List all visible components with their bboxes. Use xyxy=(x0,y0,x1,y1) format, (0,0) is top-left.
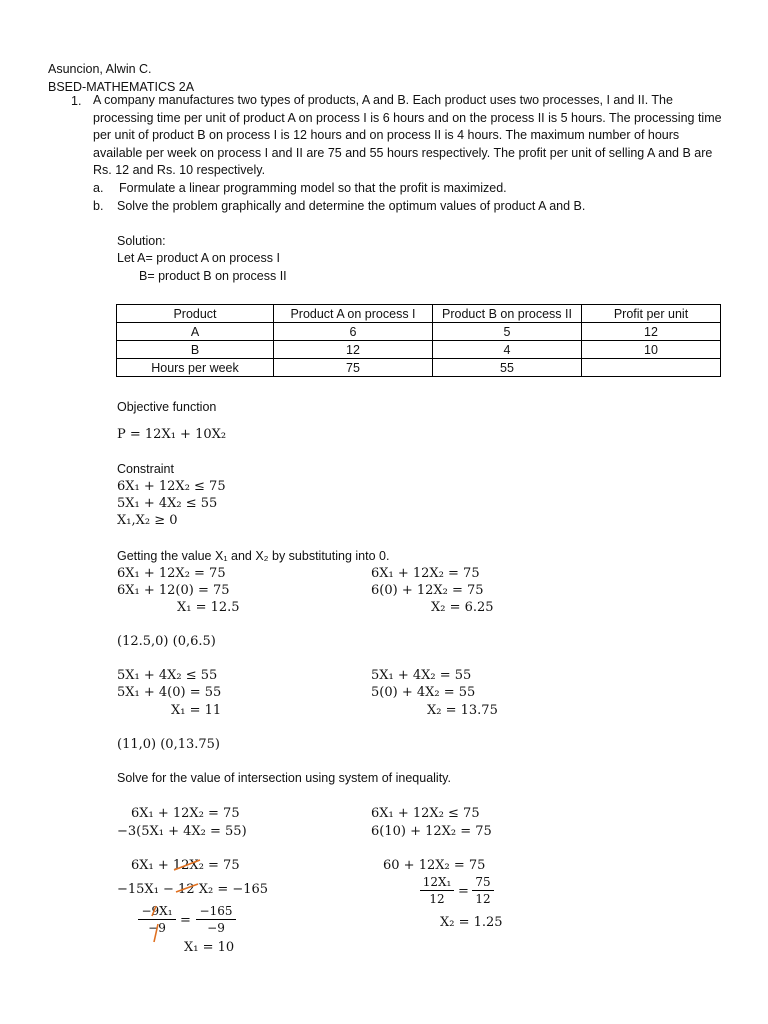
intercept-points: (12.5,0) (0,6.5) xyxy=(117,634,216,649)
equation-line: 6(10) + 12X₂ = 75 xyxy=(371,824,492,839)
constraint-line: 5X₁ + 4X₂ ≤ 55 xyxy=(117,496,218,511)
intercept-points: (11,0) (0,13.75) xyxy=(117,737,220,752)
fraction-denominator: 12 xyxy=(429,892,445,906)
table-cell: Hours per week xyxy=(117,359,274,377)
table-cell: 75 xyxy=(274,359,433,377)
fraction-numerator: −9X₁ xyxy=(141,904,173,918)
equation-line: 5(0) + 4X₂ = 55 xyxy=(371,685,476,700)
objective-heading: Objective function xyxy=(117,400,217,414)
fraction xyxy=(138,904,176,935)
table-header-cell: Product A on process I xyxy=(274,305,433,323)
fraction-numerator: 12X₁ xyxy=(422,875,452,889)
equation-result: X₂ = 13.75 xyxy=(427,703,498,718)
constraint-line: 6X₁ + 12X₂ ≤ 75 xyxy=(117,479,226,494)
table-row xyxy=(117,341,721,359)
part-b-text: Solve the problem graphically and determine the optimum values of product A and B. xyxy=(117,199,586,213)
table-header-row xyxy=(117,305,721,323)
fraction-numerator: −165 xyxy=(199,904,233,918)
table-cell: 12 xyxy=(582,323,721,341)
constraint-heading: Constraint xyxy=(117,462,174,476)
fraction-bar xyxy=(138,919,176,920)
problem-text: A company manufactures two types of products, A and B. Each product uses two processes, I and II. The processing time per unit of product A on process I is 6 hours and on the process II is 5 hours. The processing time per unit of product B on process I is 12 hours and on process II is 4 hours. The maximum number of hours available per week on process I and II are 75 and 55 hours respectively. The profit per unit of selling A and B are Rs. 12 and Rs. 10 respectively. xyxy=(93,93,722,177)
equation-result: X₂ = 1.25 xyxy=(440,915,503,930)
equation-result: X₁ = 11 xyxy=(171,703,222,718)
table-row xyxy=(117,323,721,341)
equation-line: 6X₁ + 12(0) = 75 xyxy=(117,583,230,598)
student-name: Asuncion, Alwin C. xyxy=(48,62,152,76)
fraction-bar xyxy=(472,890,494,891)
let-b-definition: B= product B on process II xyxy=(139,269,287,283)
equation-line: −15X₁ − 12 X₂ = −165 xyxy=(117,882,269,897)
table-cell: 55 xyxy=(433,359,582,377)
fraction xyxy=(472,875,494,906)
table-header-cell: Product B on process II xyxy=(433,305,582,323)
table-cell: 10 xyxy=(582,341,721,359)
equation-line: 6(0) + 12X₂ = 75 xyxy=(371,583,484,598)
equation-line: 6X₁ + 12X₂ = 75 xyxy=(131,806,240,821)
table-cell: B xyxy=(117,341,274,359)
fraction-denominator: −9 xyxy=(148,921,166,935)
table-cell: 12 xyxy=(274,341,433,359)
part-a-label: a. xyxy=(93,181,104,195)
table-cell xyxy=(582,359,721,377)
equation-line: 60 + 12X₂ = 75 xyxy=(383,858,486,873)
fraction xyxy=(420,875,454,906)
course-section: BSED-MATHEMATICS 2A xyxy=(48,80,195,94)
data-table xyxy=(116,304,721,377)
table-cell: 4 xyxy=(433,341,582,359)
fraction-bar xyxy=(196,919,236,920)
constraint-line: X₁,X₂ ≥ 0 xyxy=(117,513,178,528)
let-a-definition: Let A= product A on process I xyxy=(117,251,280,265)
part-a-text: Formulate a linear programming model so that the profit is maximized. xyxy=(119,181,507,195)
equation-result: X₁ = 10 xyxy=(184,940,235,955)
table-header-cell: Profit per unit xyxy=(582,305,721,323)
fraction-denominator: −9 xyxy=(207,921,225,935)
equals-sign: = xyxy=(180,913,191,928)
substitution-heading: Getting the value X₁ and X₂ by substituting into 0. xyxy=(117,549,390,563)
equation-line: 5X₁ + 4X₂ ≤ 55 xyxy=(117,668,218,683)
fraction-numerator: 75 xyxy=(475,875,491,889)
equation-line: 5X₁ + 4X₂ = 55 xyxy=(371,668,472,683)
solution-heading: Solution: xyxy=(117,234,166,248)
fraction-bar xyxy=(420,890,454,891)
equation-line: 6X₁ + 12X₂ = 75 xyxy=(117,566,226,581)
table-row xyxy=(117,359,721,377)
part-b-label: b. xyxy=(93,199,104,213)
table-cell: 5 xyxy=(433,323,582,341)
equation-result: X₂ = 6.25 xyxy=(431,600,494,615)
equation-line: 6X₁ + 12X₂ = 75 xyxy=(371,566,480,581)
equation-line: −3(5X₁ + 4X₂ = 55) xyxy=(117,824,247,839)
equation-line: 6X₁ + 12X₂ ≤ 75 xyxy=(371,806,480,821)
objective-formula: P = 12X₁ + 10X₂ xyxy=(117,427,227,442)
fraction xyxy=(196,904,236,935)
equation-line: 6X₁ + 12X₂ = 75 xyxy=(131,858,240,873)
equals-sign: = xyxy=(458,884,469,899)
equation-line: 5X₁ + 4(0) = 55 xyxy=(117,685,222,700)
table-header-cell: Product xyxy=(117,305,274,323)
fraction-denominator: 12 xyxy=(475,892,491,906)
equation-result: X₁ = 12.5 xyxy=(177,600,240,615)
table-cell: 6 xyxy=(274,323,433,341)
problem-number: 1. xyxy=(71,94,82,108)
intersection-heading: Solve for the value of intersection using system of inequality. xyxy=(117,771,451,785)
table-cell: A xyxy=(117,323,274,341)
